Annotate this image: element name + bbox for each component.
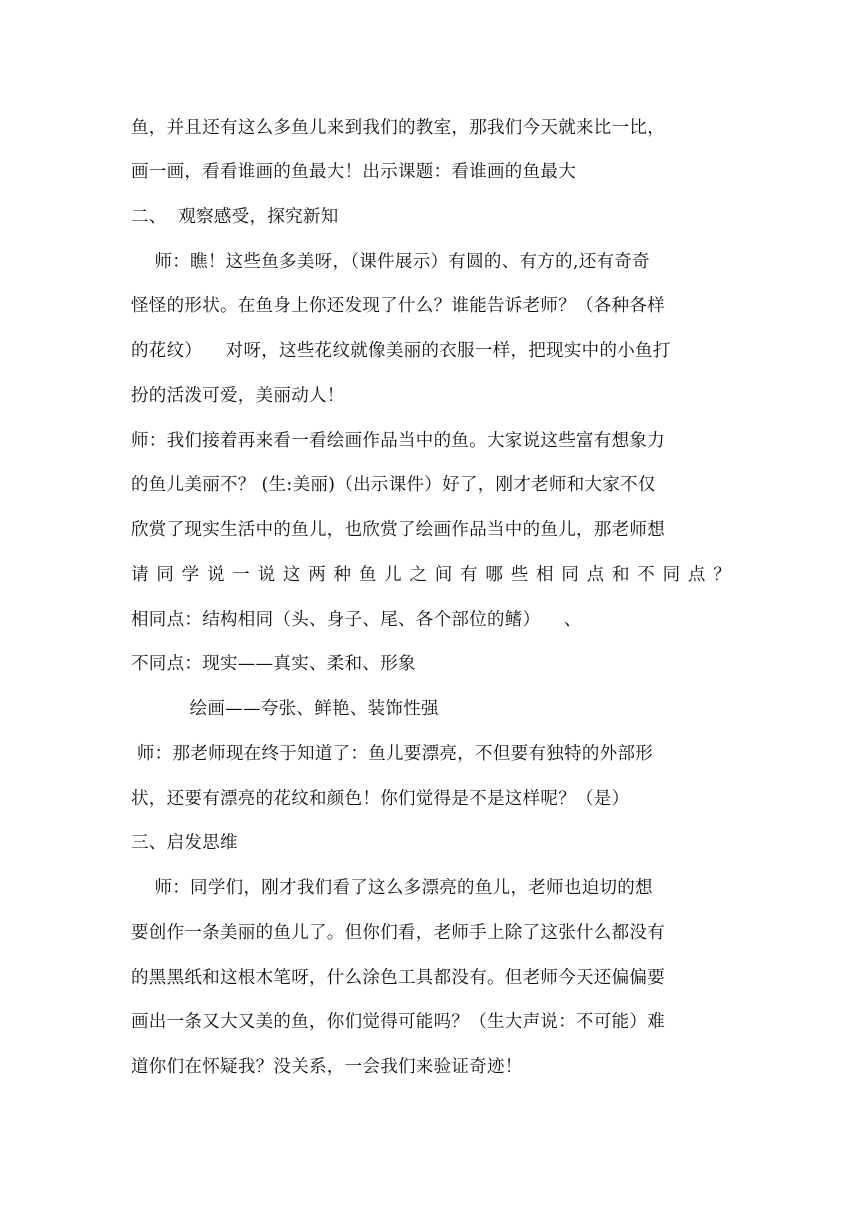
paragraph-line-18: 师：同学们，刚才我们看了这么多漂亮的鱼儿，老师也迫切的想: [131, 878, 653, 898]
paragraph-line-4: 师：瞧！这些鱼多美呀，（课件展示）有圆的、有方的,还有奇奇: [131, 252, 650, 272]
similarities-line: 相同点：结构相同（头、身子、尾、各个部位的鳍） 、: [131, 610, 582, 630]
paragraph-line-9: 的鱼儿美丽不？ (生:美丽)（出示课件）好了，刚才老师和大家不仅: [131, 475, 656, 495]
paragraph-line-20: 的黑黑纸和这根木笔呀，什么涂色工具都没有。但老师今天还偏偏要: [131, 968, 665, 988]
paragraph-line-6: 的花纹） 对呀，这些花纹就像美丽的衣服一样，把现实中的小鱼打: [131, 341, 671, 361]
differences-line: 不同点：现实——真实、柔和、形象: [131, 654, 416, 674]
paragraph-line-16: 状，还要有漂亮的花纹和颜色！你们觉得是不是这样呢？（是）: [131, 789, 630, 809]
paragraph-line-2: 画一画，看看谁画的鱼最大！出示课题：看谁画的鱼最大: [131, 162, 576, 182]
section-heading-3: 三、启发思维: [131, 833, 238, 853]
paragraph-line-7: 扮的活泼可爱，美丽动人！: [131, 386, 345, 406]
paragraph-line-15: 师：那老师现在终于知道了：鱼儿要漂亮，不但要有独特的外部形: [131, 744, 654, 764]
section-heading-2: 二、 观察感受，探究新知: [131, 207, 339, 227]
paragraph-line-8: 师：我们接着再来看一看绘画作品当中的鱼。大家说这些富有想象力: [131, 431, 665, 451]
paragraph-line-5: 怪怪的形状。在鱼身上你还发现了什么？谁能告诉老师？（各种各样: [131, 296, 665, 316]
paragraph-line-19: 要创作一条美丽的鱼儿了。但你们看，老师手上除了这张什么都没有: [131, 923, 665, 943]
paragraph-line-11: 请同学说一说这两种鱼儿之间有哪些相同点和不同点？: [131, 565, 731, 585]
paragraph-line-22: 道你们在怀疑我？没关系，一会我们来验证奇迹！: [131, 1057, 523, 1077]
paragraph-line-21: 画出一条又大又美的鱼，你们觉得可能吗？（生大声说：不可能）难: [131, 1012, 665, 1032]
paragraph-line-10: 欣赏了现实生活中的鱼儿，也欣赏了绘画作品当中的鱼儿，那老师想: [131, 520, 665, 540]
paragraph-line-1: 鱼，并且还有这么多鱼儿来到我们的教室，那我们今天就来比一比，: [131, 118, 665, 138]
differences-line-2: 绘画——夸张、鲜艳、装饰性强: [131, 699, 439, 719]
